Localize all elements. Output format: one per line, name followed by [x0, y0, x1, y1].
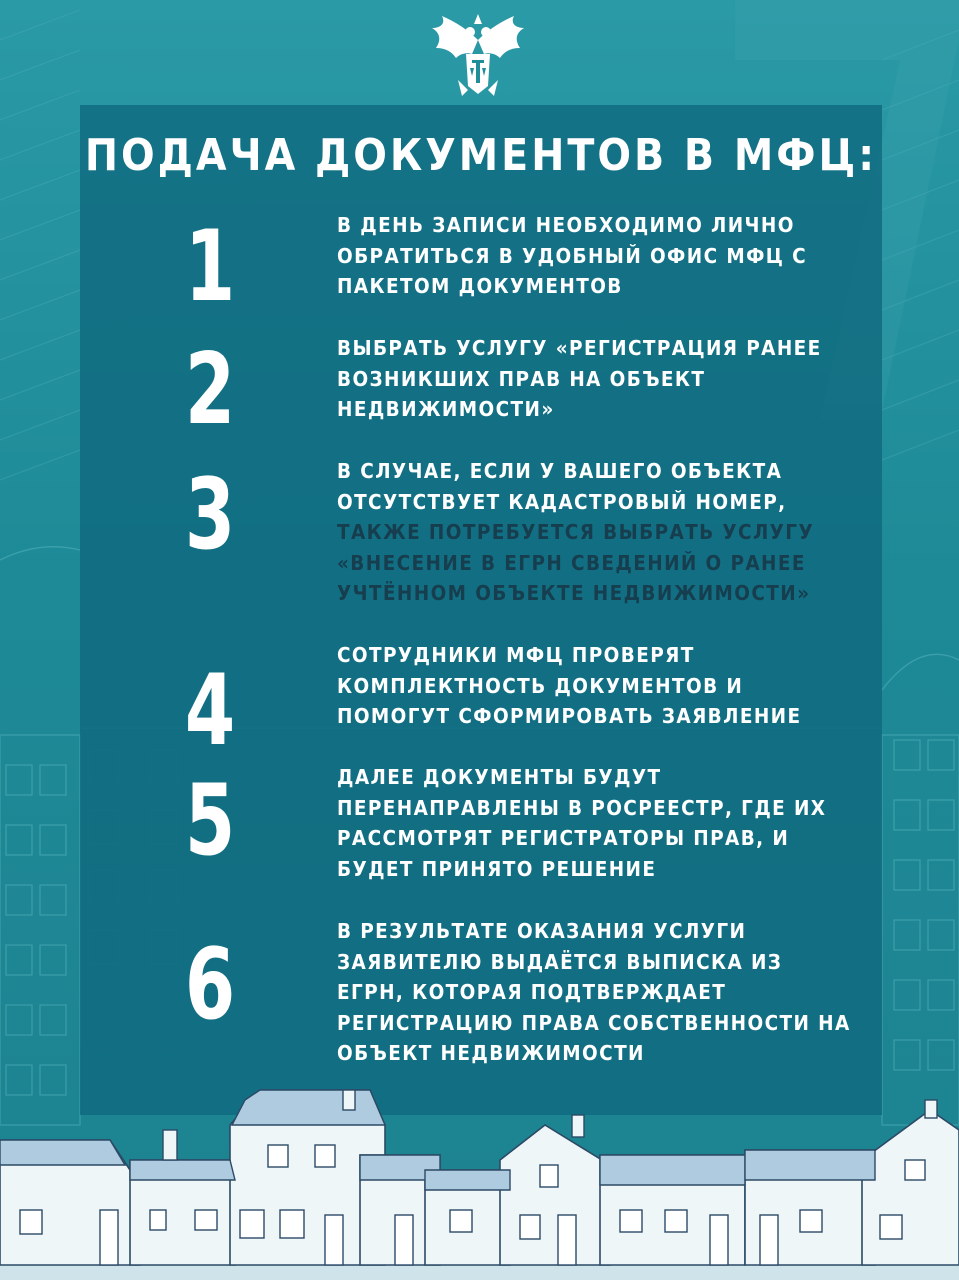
step-number: 4 [184, 654, 236, 768]
step-text: В РЕЗУЛЬТАТЕ ОКАЗАНИЯ УСЛУГИ ЗАЯВИТЕЛЮ ВЫДАЁТСЯ ВЫПИСКА ИЗ ЕГРН, КОТОРАЯ ПОДТВЕРЖДАЕТ РЕГИСТРАЦИЮ ПРАВА СОБСТВЕННОСТИ НА ОБЪЕКТ НЕДВИЖИМОСТИ [337, 919, 851, 1065]
step-number: 3 [184, 458, 236, 572]
houses-illustration [0, 1085, 959, 1280]
double-headed-eagle-emblem-icon [428, 10, 528, 100]
page-title: ПОДАЧА ДОКУМЕНТОВ В МФЦ: [84, 130, 878, 181]
step-text: СОТРУДНИКИ МФЦ ПРОВЕРЯТ КОМПЛЕКТНОСТЬ ДОКУМЕНТОВ И ПОМОГУТ СФОРМИРОВАТЬ ЗАЯВЛЕНИЕ [337, 643, 802, 728]
step-text: ДАЛЕЕ ДОКУМЕНТЫ БУДУТ ПЕРЕНАПРАВЛЕНЫ В РОСРЕЕСТР, ГДЕ ИХ РАССМОТРЯТ РЕГИСТРАТОРЫ ПРАВ, И БУДЕТ ПРИНЯТО РЕШЕНИЕ [337, 765, 827, 881]
step-text-main: В СЛУЧАЕ, ЕСЛИ У ВАШЕГО ОБЪЕКТА ОТСУТСТВУЕТ КАДАСТРОВЫЙ НОМЕР, [337, 459, 787, 514]
step-number: 1 [184, 210, 236, 324]
step-number: 2 [184, 333, 236, 447]
step-text: ВЫБРАТЬ УСЛУГУ «РЕГИСТРАЦИЯ РАНЕЕ ВОЗНИКШИХ ПРАВ НА ОБЪЕКТ НЕДВИЖИМОСТИ» [337, 336, 822, 421]
step-number: 6 [184, 928, 236, 1042]
step-text: В ДЕНЬ ЗАПИСИ НЕОБХОДИМО ЛИЧНО ОБРАТИТЬСЯ В УДОБНЫЙ ОФИС МФЦ С ПАКЕТОМ ДОКУМЕНТОВ [337, 213, 808, 298]
step-text [337, 456, 857, 609]
step-number: 5 [184, 764, 236, 878]
step-text-dim: ТАКЖЕ ПОТРЕБУЕТСЯ ВЫБРАТЬ УСЛУГУ «ВНЕСЕНИЕ В ЕГРН СВЕДЕНИЙ О РАНЕЕ УЧТЁННОМ ОБЪЕКТЕ НЕДВИЖИМОСТИ» [337, 520, 815, 605]
